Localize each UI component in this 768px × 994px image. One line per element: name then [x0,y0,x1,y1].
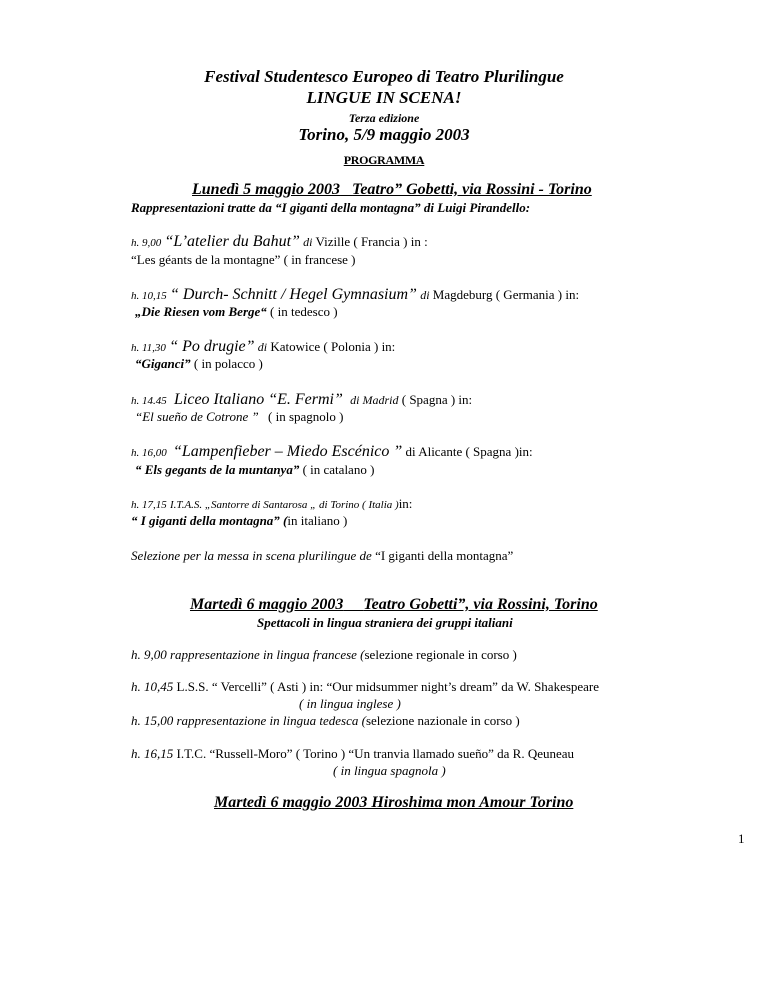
entry-5-work: “ Els gegants de la muntanya” [135,462,300,477]
festival-dates: Torino, 5/9 maggio 2003 [298,125,470,144]
entry-6-time: h. 17,15 [131,499,167,511]
entry-4-di: di Madrid [350,393,399,407]
entry-6-work: “ I giganti della montagna” ( [131,513,288,528]
entry-6-place: in: [398,496,413,511]
entry-6-line1 [131,497,412,511]
entry-1-place: Vizille ( Francia ) in : [315,234,428,249]
day2-heading [190,597,598,613]
entry-4-place: ( Spagna ) in: [401,392,473,407]
entry-1-line2: “Les géants de la montagne” ( in francese ) [131,252,356,267]
entry-4-title: Liceo Italiano “E. Fermi” [174,391,343,408]
festival-title: Festival Studentesco Europeo di Teatro Plurilingue [204,67,564,86]
entry-3-line1 [131,339,395,355]
entry-3-place: Katowice ( Polonia ) in: [270,339,396,354]
entry-5-language: ( in catalano ) [302,462,375,477]
day1-venue: Teatro” Gobetti, via Rossini - Torino [352,181,592,198]
programma-label: PROGRAMMA [343,153,425,167]
entry-3-title: “ Po drugie” [169,338,255,355]
entry-1-time: h. 9,00 [131,237,162,249]
day2-line2-text: L.S.S. “ Vercelli” ( Asti ) in: “Our midsummer night’s dream” da W. Shakespeare [176,679,600,694]
entry-2-place: Magdeburg ( Germania ) in: [432,287,580,302]
entry-6-language: in italiano ) [287,513,348,528]
day2-line2-language: ( in lingua inglese ) [299,696,401,711]
day2-line1 [131,648,517,661]
entry-6-line2 [131,514,347,527]
day2-line1-text: h. 9,00 rappresentazione in lingua francese ( [131,647,365,662]
day2-venue: Teatro Gobetti”, via Rossini, Torino [363,596,598,613]
day1-date: Lunedì 5 maggio 2003 [192,181,341,198]
day1-heading [192,182,592,198]
entry-2-line1 [131,287,579,303]
entry-5-line1 [131,444,533,460]
entry-5-place: di Alicante ( Spagna )in: [405,444,533,459]
entry-2-di: di [420,288,430,302]
day3-heading: Martedì 6 maggio 2003 Hiroshima mon Amour Torino [214,794,574,811]
entry-3-time: h. 11,30 [131,342,166,354]
day2-line3-note: selezione nazionale in corso ) [365,713,520,728]
entry-1-di: di [303,235,313,249]
day2-line3-text: h. 15,00 rappresentazione in lingua tedesca ( [131,713,366,728]
entry-2-time: h. 10,15 [131,290,167,302]
entry-2-title: “ Durch- Schnitt / Hegel Gymnasium” [170,286,417,303]
entry-2-line2 [135,305,338,318]
day2-line3 [131,714,520,727]
entry-1-line1 [131,234,428,250]
day2-line4-text: I.T.C. “Russell-Moro” ( Torino ) “Un tranvia llamado sueño” da R. Qeuneau [176,746,575,761]
day2-line4-time: h. 16,15 [131,746,174,761]
entry-4-time: h. 14.45 [131,395,167,407]
day1-subheading: Rappresentazioni tratte da “I giganti della montagna” di Luigi Pirandello: [131,200,531,215]
day2-line2 [131,680,599,693]
entry-5-time: h. 16,00 [131,447,167,459]
selection-line [131,549,513,562]
entry-3-di: di [257,340,268,354]
day2-line4 [131,747,574,760]
entry-4-line1 [131,392,472,408]
page-number: 1 [738,831,745,846]
day2-subheading: Spettacoli in lingua straniera dei gruppi italiani [257,615,513,630]
entry-5-line2 [135,463,374,476]
entry-4-line2 [135,410,343,423]
entry-4-language: ( in spagnolo ) [268,409,344,424]
day2-line1-note: selezione regionale in corso ) [364,647,517,662]
entry-3-work: “Giganci” [135,356,191,371]
selection-label: Selezione per la messa in scena plurilingue de [131,548,372,563]
entry-1-title: “L’atelier du Bahut” [164,233,300,250]
day2-line2-time: h. 10,45 [131,679,174,694]
selection-title: “I giganti della montagna” [375,548,514,563]
entry-5-title: “Lampenfieber – Miedo Escénico ” [173,443,403,460]
festival-subtitle: LINGUE IN SCENA! [306,88,462,107]
entry-3-language: ( in polacco ) [193,356,263,371]
entry-2-language: ( in tedesco ) [270,304,338,319]
entry-4-work: “El sueño de Cotrone ” [135,409,259,424]
edition-label: Terza edizione [348,111,420,125]
entry-3-line2 [135,357,263,370]
day2-line4-language: ( in lingua spagnola ) [333,763,446,778]
day2-date: Martedì 6 maggio 2003 [190,596,344,613]
entry-6-title: I.T.A.S. „Santorre di Santarosa „ di Torino ( Italia ) [170,499,399,511]
entry-2-work: „Die Riesen vom Berge“ [135,304,267,319]
